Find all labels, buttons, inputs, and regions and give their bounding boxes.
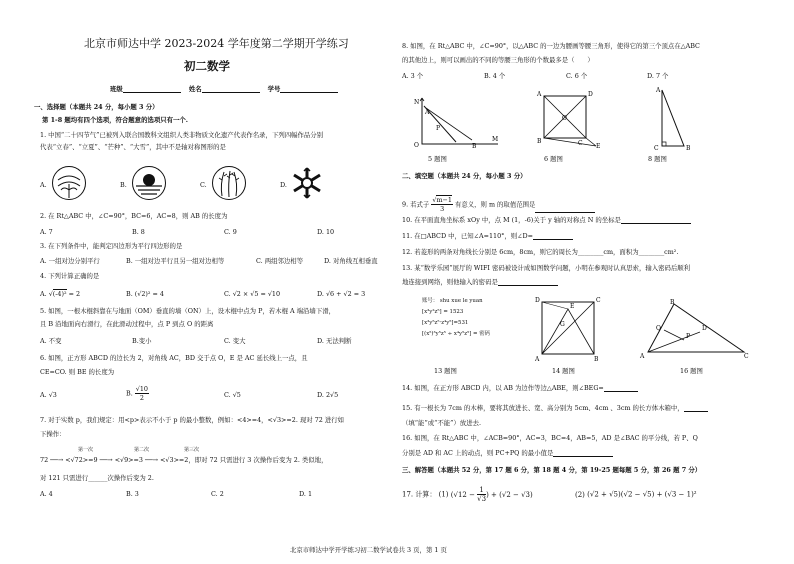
svg-text:A: A <box>640 353 645 360</box>
q3-option-a: A. 一组对边分别平行 <box>40 257 100 265</box>
q7-flow-step3: 第三次 <box>184 447 200 453</box>
q7-option-b: B. 3 <box>126 490 139 498</box>
svg-text:B: B <box>670 299 675 306</box>
q1-option-b-label: B. <box>120 181 127 189</box>
section1-heading: 一、选择题（本题共 24 分，每小题 3 分） <box>34 103 159 111</box>
q6-line2: CE=CO. 则 BE 的长度为 <box>40 368 115 376</box>
q5-option-c: C. 变大 <box>224 337 246 345</box>
q10-line: 10. 在平面直角坐标系 xOy 中，点 M (1，-6)关于 y 轴的对称点 N 的坐标是 <box>402 216 691 224</box>
q13-answer-blank[interactable] <box>498 278 558 286</box>
id-label: 学号 <box>267 85 281 93</box>
q13-line1: 13. 某“数学乐园”展厅的 WIFI 密码被设计成如图数学问题，小明在参观时认真思索，输入密码后顺利 <box>402 264 691 272</box>
fig5-ladder-diagram <box>412 92 502 148</box>
q7-option-c: C. 2 <box>211 490 224 498</box>
q7-option-d: D. 1 <box>299 490 313 498</box>
q13-line2: 地连接到网络，则他输入的密码是 <box>402 278 558 286</box>
id-field[interactable] <box>280 85 338 93</box>
q1-option-c-label: C. <box>200 181 207 189</box>
svg-text:A: A <box>656 87 661 94</box>
svg-text:A: A <box>537 91 542 98</box>
lichun-emblem-icon <box>52 166 86 200</box>
fig16-right-triangle-diagram <box>634 298 754 358</box>
q3-option-c: C. 两组邻边相等 <box>256 257 304 265</box>
fig8-caption: 8 题图 <box>648 155 667 163</box>
q1-line1: 1. 中国“二十四节气”已被列入联合国教科文组织人类非物质文化遗产代表作名录，下列四幅作品分别 <box>40 131 324 139</box>
q5-line1: 5. 如图，一根木棍斜靠在与地面（OM）垂直的墙（ON）上，设木棍中点为 P，若木棍 A 端沿墙下滑， <box>40 307 335 315</box>
mangzhong-emblem-icon <box>212 166 246 200</box>
svg-text:A: A <box>535 356 540 363</box>
q7-flow-step1: 第一次 <box>78 447 94 453</box>
q6-line1: 6. 如图，正方形 ABCD 的边长为 2，对角线 AC，BD 交于点 O，E 是 AC 延长线上一点，且 <box>40 354 308 362</box>
q4-text: 4. 下列计算正确的是 <box>40 272 100 280</box>
q8-option-b: B. 4 个 <box>484 72 506 80</box>
q15-line1: 15. 有一根长为 7cm 的木棒，要将其放进长、宽、高分别为 5cm、4cm 、3cm 的长方体木箱中， <box>402 404 708 412</box>
svg-text:B: B <box>686 145 691 152</box>
q2-option-b: B. 8 <box>132 228 145 236</box>
q11-answer-blank[interactable] <box>533 232 573 240</box>
fig6-caption: 6 题图 <box>544 155 563 163</box>
q2-option-d: D. 10 <box>317 228 335 236</box>
lixia-emblem-icon <box>132 166 166 200</box>
q6-option-d: D. 2√5 <box>317 391 339 399</box>
svg-text:E: E <box>570 303 575 310</box>
q8-option-a: A. 3 个 <box>402 72 424 80</box>
class-label: 班级 <box>110 85 123 93</box>
svg-text:B: B <box>472 143 477 150</box>
q11-line: 11. 在□ABCD 中，已知∠A=110°，则∠D= <box>402 232 573 240</box>
svg-text:N: N <box>414 99 420 106</box>
q5-option-d: D. 无法判断 <box>317 337 352 345</box>
svg-text:P: P <box>686 333 691 340</box>
q17-line <box>402 486 697 503</box>
section1-note: 第 1-8 题均有四个选项，符合题意的选项只有一个. <box>42 116 189 124</box>
q6-option-a: A. √3 <box>40 391 57 399</box>
q4-option-d: D. √6 + √2 = 3 <box>317 290 366 298</box>
q9-expression: $\frac{√m-1}{3}$ <box>432 196 452 213</box>
daxue-snowflake-icon <box>290 166 324 200</box>
fig5-caption: 5 题图 <box>428 155 447 163</box>
q2-text: 2. 在 Rt△ABC 中，∠C=90°，BC=6，AC=8，则 AB 的长度为 <box>40 212 228 220</box>
q5-option-b: B.变小 <box>132 337 152 345</box>
q3-option-d: D. 对角线互相垂直 <box>324 257 378 265</box>
q1-option-d-label: D. <box>280 181 287 189</box>
q17-part1-expression: (√12 − $\frac{1}{√3}$ ) + (√2 − √3) <box>450 486 533 503</box>
class-field[interactable] <box>123 85 181 93</box>
q7-option-a: A. 4 <box>40 490 53 498</box>
q2-option-c: C. 9 <box>224 228 237 236</box>
q6-option-c: C. √5 <box>224 391 241 399</box>
name-field[interactable] <box>202 85 260 93</box>
q7-line4: 对 121 只需进行______次操作后变为 2. <box>40 474 154 482</box>
wifi-rule-2: [x³y⁵z⁵·z⁴y⁵]=531 <box>422 320 469 326</box>
svg-text:C: C <box>654 145 659 152</box>
svg-text:D: D <box>588 91 593 98</box>
wifi-account-line: 账号： shu xue le yuan <box>422 298 483 304</box>
q7-line2: 下操作： <box>40 430 66 438</box>
q17-part1-label: (1) <box>438 490 449 499</box>
q7-flow-step2: 第二次 <box>134 447 150 453</box>
q3-option-b: B. 一组对边平行且另一组对边相等 <box>126 257 225 265</box>
q9-line: 9. 若式子 $\frac{√m-1}{3}$ 有意义，则 m 的取值范围是 <box>402 196 595 213</box>
q10-answer-blank[interactable] <box>621 216 691 224</box>
exam-subtitle: 初二数学 <box>184 59 230 73</box>
fig8-triangle-diagram <box>650 86 700 150</box>
q17-part2-label: (2) <box>574 490 585 499</box>
exam-title: 北京市师达中学 2023-2024 学年度第二学期开学练习 <box>84 37 349 50</box>
q5-line2: 且 B 沿地面向右滑行，在此滑动过程中，点 P 到点 O 的距离 <box>40 320 214 328</box>
q15-line2: （填“能”或“不能”）放进去. <box>402 419 482 427</box>
svg-text:O: O <box>562 115 567 122</box>
q16-line1: 16. 如图，在 Rt△ABC 中，∠ACB=90°，AC=3，BC=4，AB=5，AD 是∠BAC 的平分线，若 P、Q <box>402 434 698 442</box>
q16-line2: 分别是 AD 和 AC 上的动点，则 PC+PQ 的最小值是 <box>402 449 613 457</box>
fig14-caption: 14 题图 <box>552 367 575 375</box>
q9-answer-blank[interactable] <box>535 205 595 213</box>
q15-answer-blank[interactable] <box>684 404 708 412</box>
svg-text:D: D <box>535 297 540 304</box>
q16-answer-blank[interactable] <box>553 449 613 457</box>
q4-option-b: B. (√2)² = 4 <box>126 290 164 298</box>
svg-text:O: O <box>414 142 419 149</box>
q7-line1: 7. 对于实数 p，我们规定：用<p>表示不小于 p 的最小整数，例如：<4>=4，<√3>=2. 现对 72 进行如 <box>40 416 345 424</box>
page-footer: 北京市师达中学开学练习初二数学试卷共 3 页，第 1 页 <box>290 546 447 554</box>
svg-text:M: M <box>492 136 499 143</box>
q14-answer-blank[interactable] <box>604 384 638 392</box>
svg-text:P: P <box>436 125 441 132</box>
svg-text:B: B <box>594 356 599 363</box>
wifi-rule-3: [(x⁵)³y⁵z⁵ ÷ x⁴y⁵z⁵] = 密码 <box>422 331 491 337</box>
q3-text: 3. 在下列条件中，能判定四边形为平行四边形的是 <box>40 242 183 250</box>
q8-option-d: D. 7 个 <box>647 72 669 80</box>
q5-option-a: A. 不变 <box>40 337 62 345</box>
q17-part2-expression: (√2 + √5)(√2 − √5) + (√3 − 1)² <box>587 490 697 499</box>
svg-text:Q: Q <box>656 325 661 332</box>
fig13-caption: 13 题图 <box>434 367 457 375</box>
q1-line2: 代表“立春”、“立夏”、“芒种”、“大雪”，其中不是轴对称图形的是 <box>40 143 226 151</box>
svg-text:A: A <box>425 109 430 116</box>
fig13-wifi-puzzle <box>422 296 490 340</box>
q12-line: 12. 若菱形的两条对角线长分别是 6cm，8cm，则它的周长为________cm，面积为________cm². <box>402 248 679 256</box>
svg-text:G: G <box>560 321 565 328</box>
q8-option-c: C. 6 个 <box>566 72 588 80</box>
student-info-row <box>110 85 338 93</box>
section3-heading: 三、解答题（本题共 52 分，第 17 题 6 分，第 18 题 4 分，第 19-25 题每题 5 分，第 26 题 7 分） <box>402 466 702 474</box>
fig6-square-diagram <box>534 88 604 148</box>
q8-line1: 8. 如图，在 Rt△ABC 中，∠C=90°，以△ABC 的一边为腰画等腰三角形，使得它的第三个顶点在△ABC <box>402 42 700 50</box>
section2-heading: 二、填空题（本题共 24 分，每小题 3 分） <box>402 172 527 180</box>
svg-text:C: C <box>578 140 583 147</box>
q1-option-a-label: A. <box>40 181 47 189</box>
svg-text:D: D <box>702 325 707 332</box>
wifi-rule-1: [x³y²z⁵] = 1523 <box>422 309 464 315</box>
q8-line2: 的其他边上，则可以画出的不同的等腰三角形的个数最多是（ ） <box>402 56 594 64</box>
q14-line: 14. 如图，在正方形 ABCD 内，以 AB 为边作等边△ABE，则∠BEG= <box>402 384 638 392</box>
q4-option-a: A. √(-4)² = 2 <box>40 290 81 298</box>
svg-text:C: C <box>744 353 749 360</box>
fig16-caption: 16 题图 <box>680 367 703 375</box>
q4-option-c: C. √2 × √5 = √10 <box>224 290 281 298</box>
q2-option-a: A. 7 <box>40 228 53 236</box>
svg-text:C: C <box>596 297 601 304</box>
q17-label: 17. 计算： <box>402 490 437 499</box>
q6-option-b: B. $\frac{√10}{2}$ <box>126 385 148 402</box>
q7-line3: 72 ──→ <√72>=9 ──→ <√9>=3 ──→ <√3>=2，即对 72 只需进行 3 次操作后变为 2. 类似地， <box>40 456 328 464</box>
svg-text:B: B <box>537 138 542 145</box>
fig14-square-triangle-diagram <box>532 296 602 366</box>
svg-text:E: E <box>596 143 601 150</box>
name-label: 姓名 <box>188 85 202 93</box>
